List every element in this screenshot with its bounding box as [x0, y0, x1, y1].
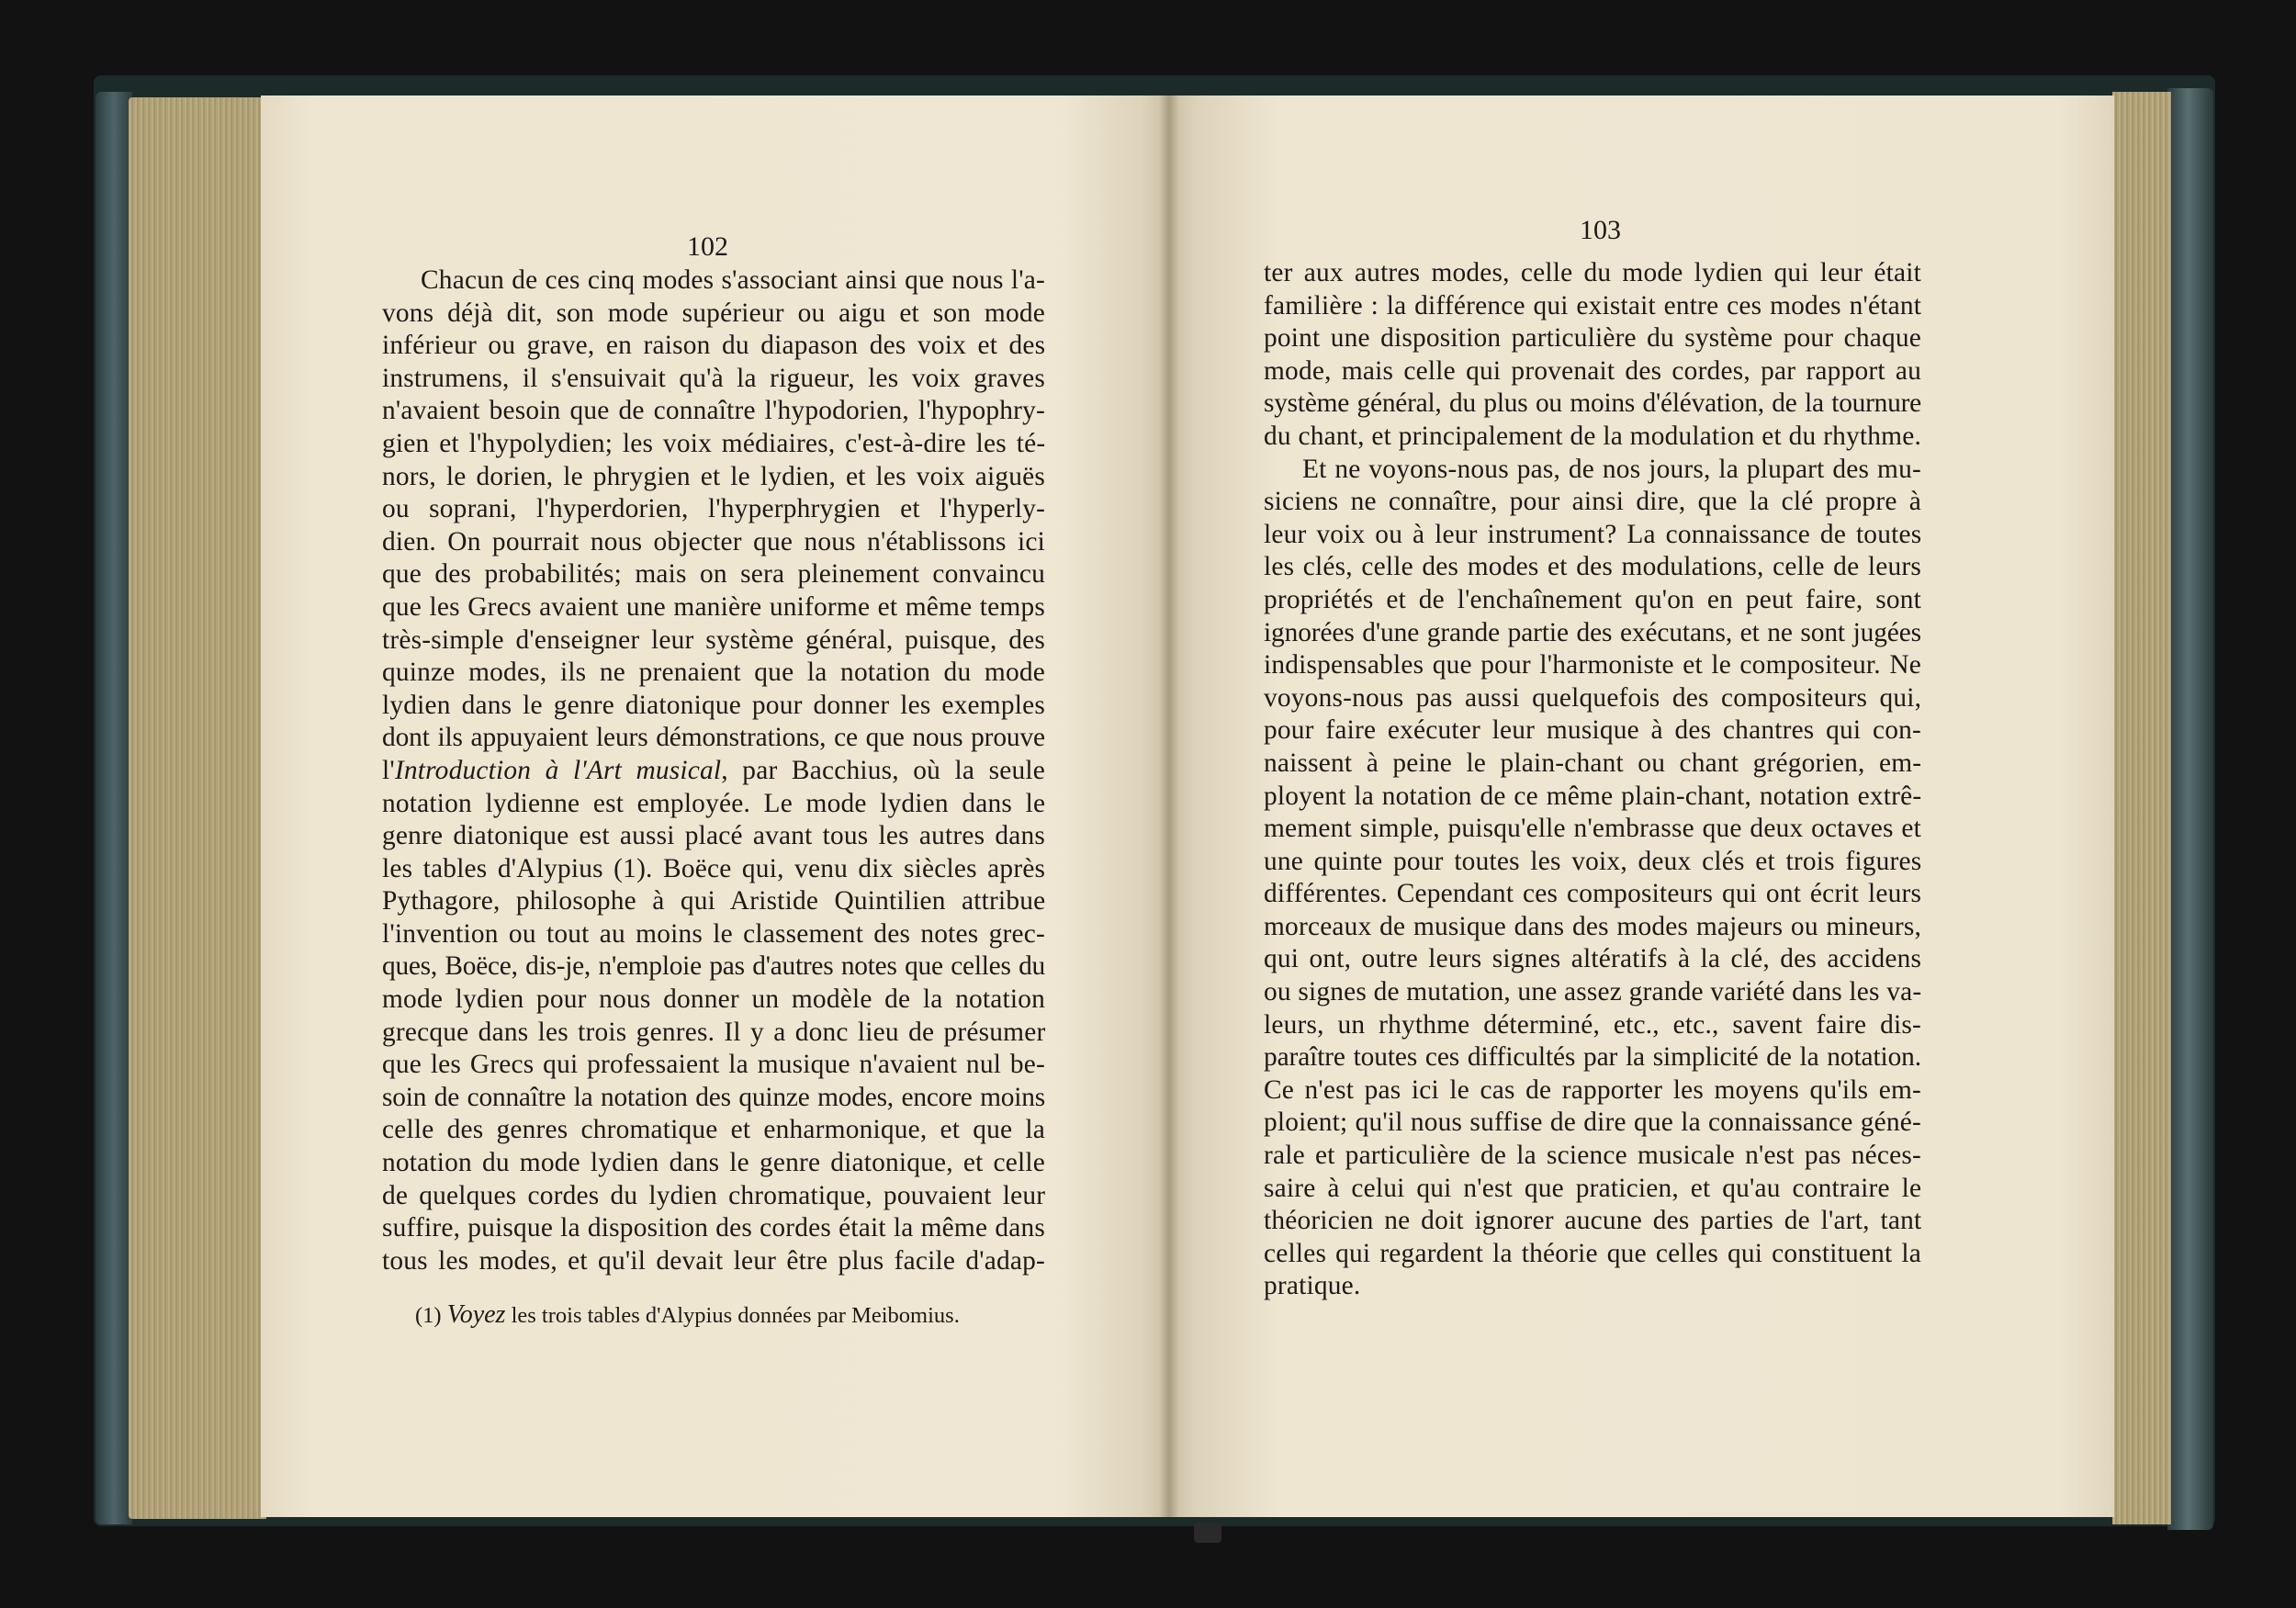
text-line-with-title: l'Introduction à l'Art musical, par Bacchius, où la seule [382, 755, 1045, 785]
text-line: rale et particulière de la science musicale n'est pas néces- [1264, 1141, 1921, 1171]
text-line: ter aux autres modes, celle du mode lydien qui leur était [1264, 258, 1922, 287]
text-line: Chacun de ces cinq modes s'associant ainsi que nous l'a- [421, 265, 1045, 295]
text-line: leurs, un rhythme déterminé, etc., etc., savent faire dis- [1264, 1009, 1921, 1040]
left-page-body [382, 264, 1045, 1277]
text-line: quinze modes, ils ne prenaient que la notation du mode [382, 658, 1045, 688]
text-line: genre diatonique est aussi placé avant tous les autres dans [382, 821, 1046, 851]
text-line: pour faire exécuter leur musique à des chantres qui con- [1264, 715, 1921, 746]
text-line: vons déjà dit, son mode supérieur ou aigu et son mode [382, 298, 1045, 328]
text-line: suffire, puisque la disposition des cordes était la même dans [382, 1213, 1045, 1243]
text-line: notation lydienne est employée. Le mode lydien dans le [382, 788, 1046, 818]
text-line: dont ils appuyaient leurs démonstrations, ce que nous prouve [382, 723, 1045, 753]
text-line: Ce n'est pas ici le cas de rapporter les moyens qu'ils em- [1264, 1074, 1921, 1105]
left-page-number: 102 [687, 231, 728, 262]
text-line: ploient; qu'il nous suffise de dire que la connaissance géné- [1264, 1108, 1921, 1138]
text-line: morceaux de musique dans des modes majeurs ou mineurs, [1264, 911, 1922, 941]
footnote-italic-word: Voyez [446, 1300, 506, 1329]
text-line: ou soprani, l'hyperdorien, l'hyperphrygien et l'hyperly- [382, 494, 1046, 524]
text-line: saire à celui qui n'est que praticien, et qu'au contraire le [1264, 1173, 1922, 1203]
text-line: celles qui regardent la théorie que celles qui constituent la [1264, 1238, 1921, 1268]
text-line: l'invention ou tout au moins le classement des notes grec- [382, 918, 1045, 949]
text-line: que les Grecs avaient une manière uniforme et même temps [382, 591, 1045, 622]
text-line: ignorées d'une grande partie des exécutans, et ne sont jugées [1264, 617, 1921, 647]
text-line: soin de connaître la notation des quinze modes, encore moins [382, 1082, 1045, 1112]
text-line: naissent à peine le plain-chant ou chant grégorien, em- [1264, 748, 1922, 778]
text-line: gien et l'hypolydien; les voix médiaires, c'est-à-dire les té- [382, 428, 1046, 458]
left-page-edges [129, 97, 266, 1519]
text-line: inférieur ou grave, en raison du diapason des voix et des [382, 331, 1046, 361]
text-line: les clés, celle des modes et des modulations, celle de leurs [1264, 552, 1921, 582]
right-cover-board [2167, 88, 2213, 1530]
text-line: propriétés et de l'enchaînement qu'on en peut faire, sont [1264, 584, 1921, 614]
spine-headband [1194, 1523, 1221, 1543]
text-line: celle des genres chromatique et enharmonique, et que la [382, 1115, 1045, 1145]
text-line: dien. On pourrait nous objecter que nous n'établissons ici [382, 526, 1045, 557]
text-line: nors, le dorien, le phrygien et le lydien, et les voix aiguës [382, 461, 1045, 491]
text-line: voyons-nous pas aussi quelquefois des compositeurs qui, [1264, 682, 1922, 713]
right-page-edges [2112, 92, 2171, 1524]
book-title-italic: Introduction à l'Art musical [394, 755, 722, 785]
text-line: mode, mais celle qui provenait des cordes, par rapport au [1264, 355, 1922, 386]
text-line: ployent la notation de ce même plain-chant, notation extrê- [1264, 781, 1922, 811]
text-line: système général, du plus ou moins d'élévation, de la tournure [1264, 388, 1921, 419]
text-line: instrumens, il s'ensuivait qu'à la rigueur, les voix graves [382, 363, 1045, 393]
text-line: mement simple, puisqu'elle n'embrasse que deux octaves et [1264, 814, 1921, 844]
text-line: qui ont, outre leurs signes altératifs à la clé, des accidens [1264, 944, 1922, 974]
right-page-body [1264, 257, 1921, 1303]
text-line: indispensables que pour l'harmoniste et le compositeur. Ne [1264, 650, 1921, 680]
book-gutter [1159, 96, 1179, 1517]
text-line: très-simple d'enseigner leur système général, puisque, des [382, 624, 1046, 655]
text-line: grecque dans les trois genres. Il y a donc lieu de présumer [382, 1017, 1046, 1047]
footnote-text: les trois tables d'Alypius données par Meibomius. [511, 1303, 960, 1328]
footnote [415, 1300, 1021, 1330]
text-line: point une disposition particulière du système pour chaque [1264, 323, 1921, 354]
text-line: n'avaient besoin que de connaître l'hypodorien, l'hypophry- [382, 396, 1045, 426]
text-line: théoricien ne doit ignorer aucune des parties de l'art, tant [1264, 1206, 1922, 1236]
text-line: familière : la différence qui existait entre ces modes n'étant [1264, 290, 1922, 320]
text-line: les tables d'Alypius (1). Boëce qui, venu dix siècles après [382, 853, 1046, 883]
text-line: notation du mode lydien dans le genre diatonique, et celle [382, 1148, 1045, 1178]
text-line: du chant, et principalement de la modulation et du rhythme. [1264, 421, 1921, 451]
text-line: siciens ne connaître, pour ainsi dire, que la clé propre à [1264, 487, 1921, 517]
text-line: leur voix ou à leur instrument? La connaissance de toutes [1264, 519, 1922, 549]
text-line: lydien dans le genre diatonique pour donner les exemples [382, 690, 1045, 720]
footnote-marker: (1) [415, 1303, 442, 1328]
text-line: Et ne voyons-nous pas, de nos jours, la plupart des mu- [1302, 454, 1921, 484]
text-line: ques, Boëce, dis-je, n'emploie pas d'autres notes que celles du [382, 951, 1045, 982]
text-line: paraître toutes ces difficultés par la simplicité de la notation. [1264, 1042, 1921, 1073]
text-line: pratique. [1264, 1271, 1361, 1301]
right-page-number: 103 [1580, 215, 1621, 245]
text-line: que des probabilités; mais on sera pleinement convaincu [382, 559, 1045, 590]
text-line: de quelques cordes du lydien chromatique, pouvaient leur [382, 1180, 1046, 1210]
text-line: que les Grecs qui professaient la musique n'avaient nul be- [382, 1050, 1045, 1080]
text-line: ou signes de mutation, une assez grande variété dans les va- [1264, 977, 1922, 1007]
text-line: mode lydien pour nous donner un modèle de la notation [382, 984, 1045, 1015]
text-line: Pythagore, philosophe à qui Aristide Quintilien attribue [382, 886, 1046, 916]
left-cover-board [96, 92, 132, 1524]
text-line: une quinte pour toutes les voix, deux clés et trois figures [1264, 846, 1922, 876]
text-line: tous les modes, et qu'il devait leur être plus facile d'adap- [382, 1245, 1045, 1276]
text-line: différentes. Cependant ces compositeurs qui ont écrit leurs [1264, 879, 1922, 909]
